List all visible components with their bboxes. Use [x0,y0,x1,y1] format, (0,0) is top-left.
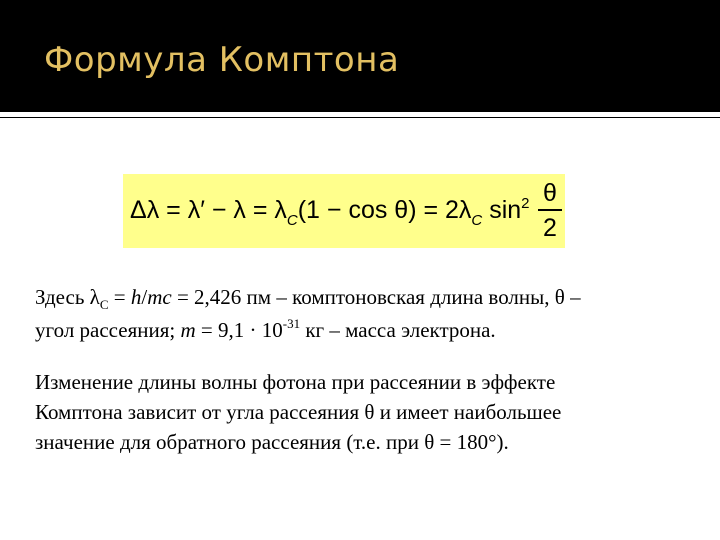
formula-subscript-c-2: C [471,212,483,229]
explanation-paragraph [35,367,561,457]
text-segment: / [141,285,148,309]
text-segment: кг – масса электрона. [300,318,496,342]
text-segment: = 9,1 · 10 [195,318,283,342]
fraction-denominator: 2 [543,214,557,242]
text-segment: = 2,426 пм – комптоновская длина волны, θ – [171,285,581,309]
formula-lhs: Δλ = λ′ − λ = λ [130,196,287,224]
fraction-numerator: θ [543,179,557,207]
formula-exponent: 2 [521,195,530,212]
definition-paragraph [35,282,581,348]
explanation-line-2: Комптона зависит от угла рассеяния θ и имеет наибольшее [35,400,562,424]
subscript-c: C [99,297,109,312]
compton-formula [130,196,530,228]
formula-fraction [538,178,562,242]
explanation-line-3: значение для обратного рассеяния (т.е. при θ = 180°). [35,430,509,454]
text-segment: = [108,285,131,309]
slide-title: Формула Комптона [44,40,400,80]
exponent: -31 [282,316,301,331]
mass-symbol: m [180,318,196,342]
definition-line-1 [35,282,581,315]
formula-subscript-c: C [286,212,298,229]
fraction-bar [538,209,562,211]
formula-mid: (1 − cos θ) = 2λ [297,196,472,224]
text-segment: Здесь λ [35,285,100,309]
explanation-line-1: Изменение длины волны фотона при рассеянии в эффекте [35,370,556,394]
text-segment: угол рассеяния; [35,318,181,342]
mc-symbol: mc [147,285,172,309]
definition-line-2 [35,315,581,348]
planck-symbol: h [130,285,142,309]
formula-sin: sin [482,196,522,224]
title-divider [0,117,720,118]
